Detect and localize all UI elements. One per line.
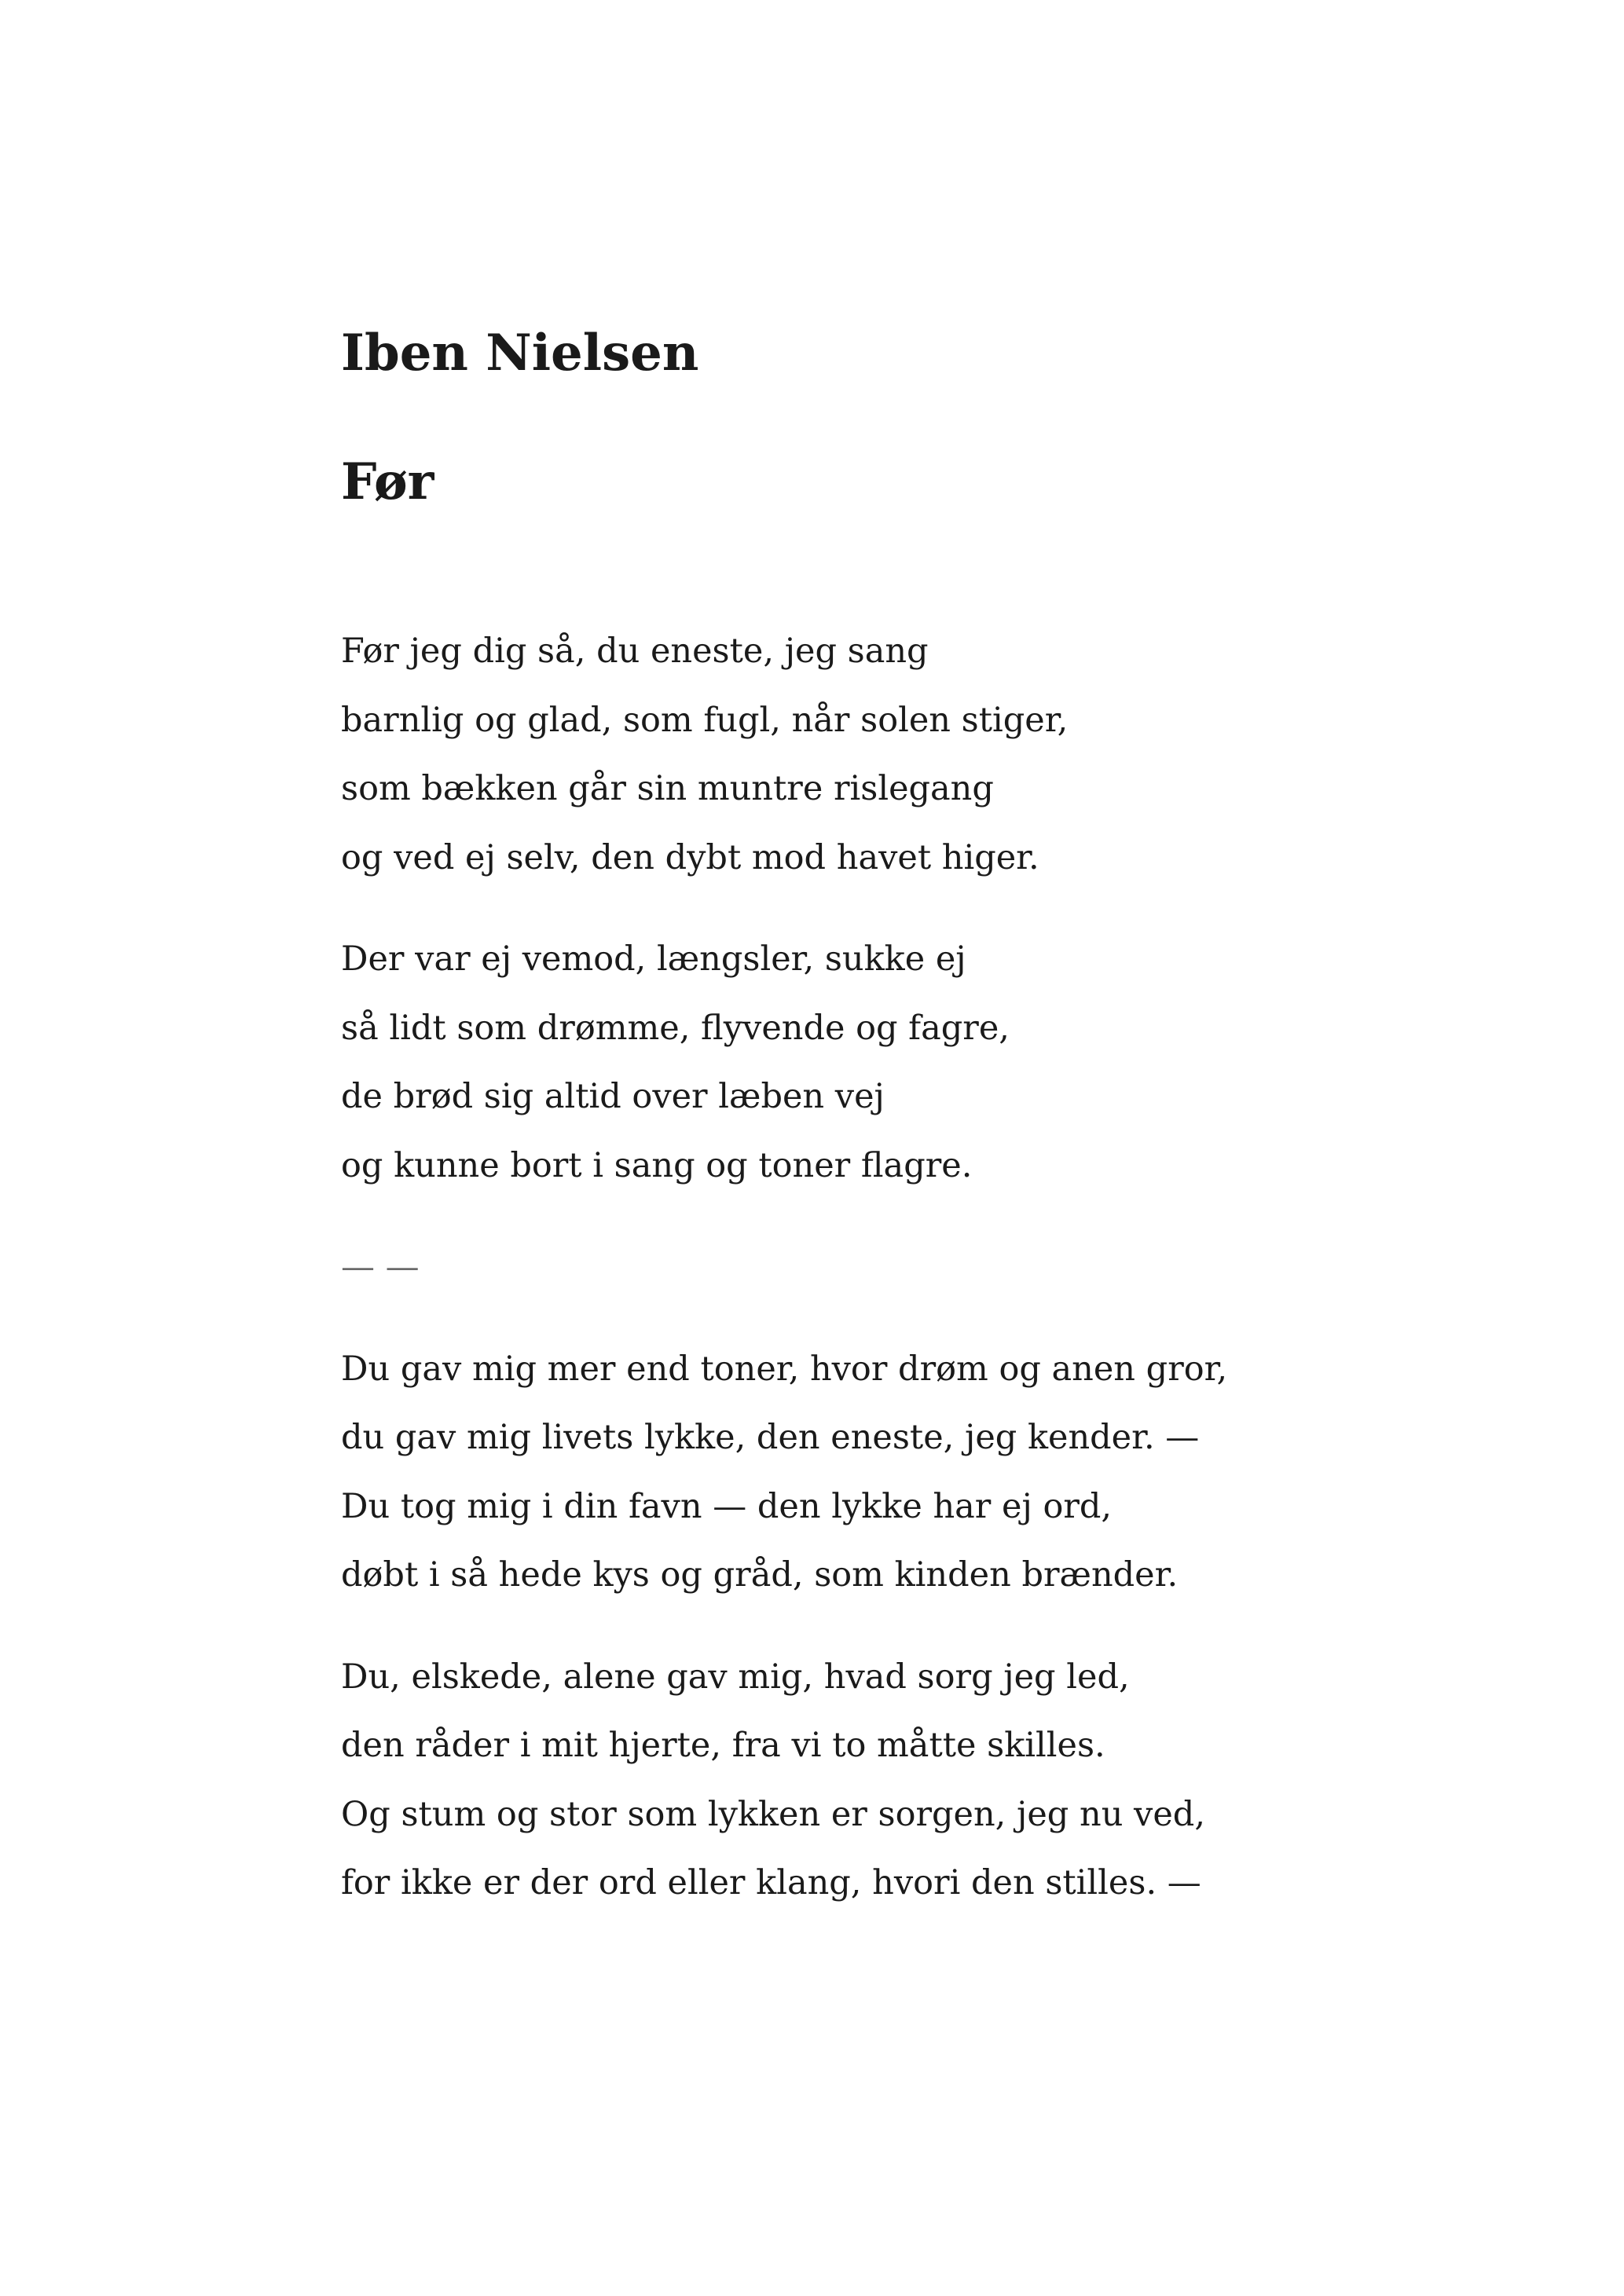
author-name: Iben Nielsen	[341, 324, 699, 383]
poem-line: som bækken går sin muntre rislegang	[341, 769, 994, 808]
stanza-1	[341, 617, 1520, 892]
poem-line: Og stum og stor som lykken er sorgen, jeg nu ved,	[341, 1794, 1205, 1834]
poem-line: barnlig og glad, som fugl, når solen stiger,	[341, 700, 1069, 740]
poem-line: de brød sig altid over læben vej	[341, 1077, 885, 1116]
poem-line: for ikke er der ord eller klang, hvori den stilles. —	[341, 1863, 1201, 1902]
poem-line: Du gav mig mer end toner, hvor drøm og anen gror,	[341, 1349, 1228, 1389]
poem-line: og ved ej selv, den dybt mod havet higer.	[341, 837, 1039, 877]
poem-title: Før	[341, 452, 434, 511]
poem-line: så lidt som drømme, flyvende og fagre,	[341, 1008, 1010, 1048]
stanza-3	[341, 1335, 1520, 1610]
poem-line: Du tog mig i din favn — den lykke har ej ord,	[341, 1486, 1113, 1526]
poem-line: Der var ej vemod, længsler, sukke ej	[341, 939, 966, 979]
poem-line: du gav mig livets lykke, den eneste, jeg kender. —	[341, 1418, 1200, 1457]
poem-body	[341, 617, 1520, 1951]
poem-line: Du, elskede, alene gav mig, hvad sorg jeg led,	[341, 1657, 1130, 1697]
poem-line: og kunne bort i sang og toner flagre.	[341, 1145, 973, 1185]
stanza-4	[341, 1643, 1520, 1918]
poem-line: døbt i så hede kys og gråd, som kinden brænder.	[341, 1555, 1179, 1595]
poem-line: Før jeg dig så, du eneste, jeg sang	[341, 632, 929, 671]
stanza-2	[341, 925, 1520, 1200]
section-separator: — —	[341, 1247, 420, 1287]
poem-line: den råder i mit hjerte, fra vi to måtte skilles.	[341, 1726, 1105, 1765]
